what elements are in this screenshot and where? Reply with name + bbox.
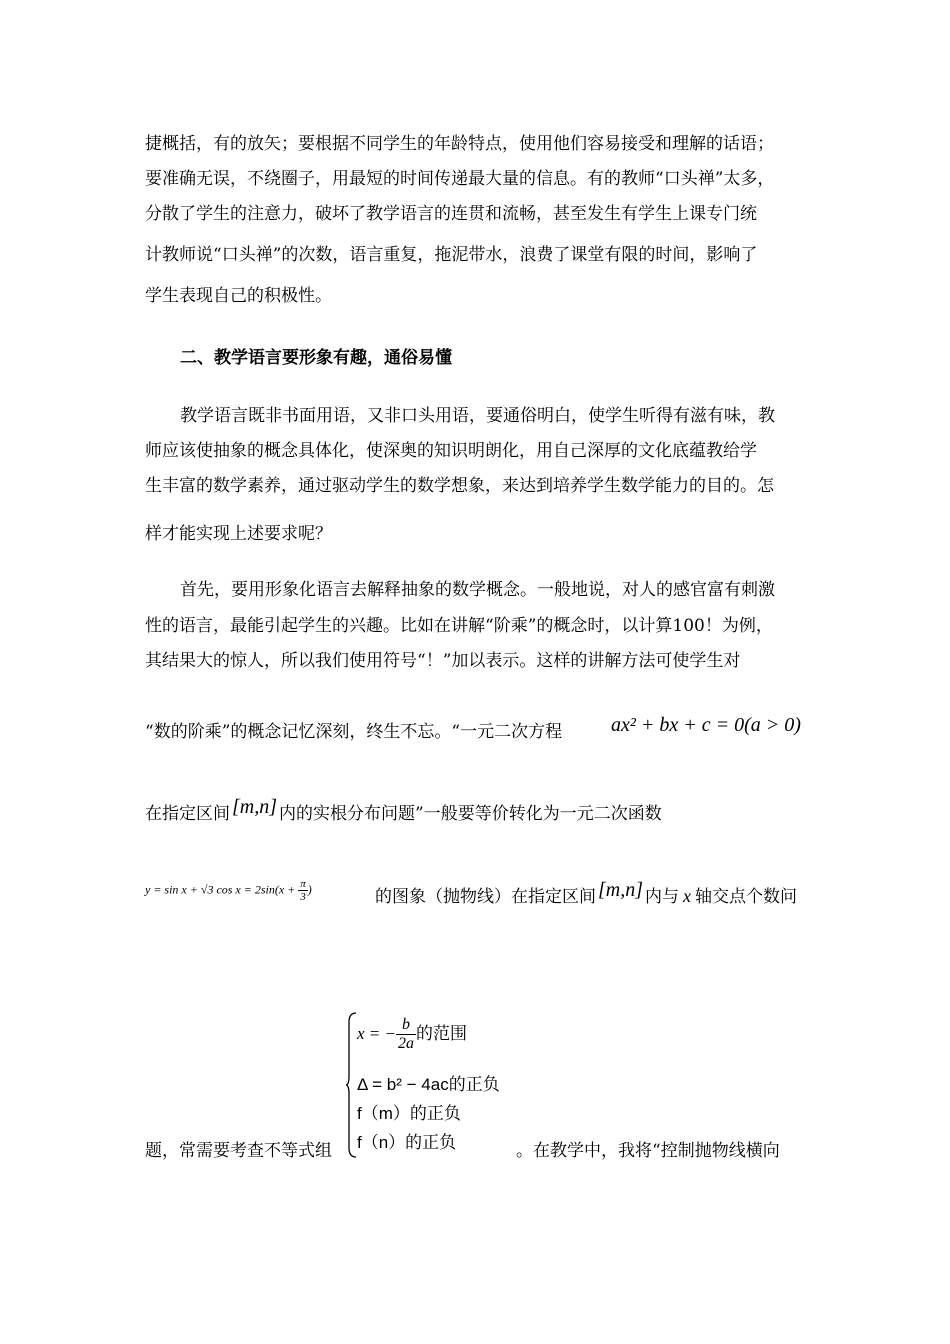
paragraph-line-with-formula (375, 879, 815, 909)
paragraph-line: 师应该使抽象的概念具体化，使深奥的知识明朗化，用自己深厚的文化底蕴教给学 (145, 441, 757, 461)
paragraph-line: 分散了学生的注意力，破坏了教学语言的连贯和流畅，甚至发生有学生上课专门统 (145, 204, 757, 224)
section-heading: 二、教学语言要形象有趣，通俗易懂 (180, 348, 452, 368)
function-formula-part: y = sin x + √3 cos x = 2sin(x + (145, 882, 299, 897)
paragraph-line: 其结果大的惊人，所以我们使用符号“！”加以表示。这样的讲解方法可使学生对 (145, 651, 741, 671)
system-row-text: 的范围 (416, 1023, 467, 1043)
fraction (298, 878, 308, 903)
paragraph-line: 生丰富的数学素养，通过驱动学生的数学想象，来达到培养学生数学能力的目的。怎 (145, 476, 774, 496)
variable-x: x (683, 886, 692, 906)
inequality-system (345, 1010, 515, 1160)
paragraph-line: 样才能实现上述要求呢？ (145, 524, 332, 544)
paragraph-text: 题，常需要考查不等式组 (145, 1141, 332, 1161)
function-formula-part: ) (307, 882, 312, 897)
paragraph-text: 内的实根分布问题”一般要等价转化为一元二次函数 (279, 804, 662, 824)
paragraph-line: 首先，要用形象化语言去解释抽象的数学概念。一般地说，对人的感官富有刺激 (180, 580, 775, 600)
system-row: f（n）的正负 (357, 1133, 457, 1152)
quadratic-equation-formula: ax² + bx + c = 0(a > 0) (611, 714, 801, 736)
paragraph-text: 在指定区间 (145, 804, 230, 824)
paragraph-line-with-formula (145, 796, 815, 826)
fraction-numerator: b (396, 1016, 416, 1035)
interval-formula: [m,n] (232, 796, 278, 818)
function-formula (145, 878, 312, 903)
system-row: f（m）的正负 (357, 1104, 461, 1123)
paragraph-line: 捷概括，有的放矢；要根据不同学生的年龄特点，使用他们容易接受和理解的话语； (145, 134, 774, 154)
system-row: Δ = b² − 4ac的正负 (357, 1075, 500, 1094)
left-brace-icon (345, 1012, 357, 1158)
paragraph-line: 性的语言，最能引起学生的兴趣。比如在讲解“阶乘”的概念时，以计算100！为例， (145, 616, 773, 636)
paragraph-line: 计教师说“口头禅”的次数，语言重复，拖泥带水，浪费了课堂有限的时间，影响了 (145, 245, 758, 265)
paragraph-text: 内与 (645, 887, 680, 907)
fraction-numerator: π (300, 878, 306, 890)
system-row-formula: x = − (357, 1023, 396, 1043)
paragraph-line: 要准确无误，不绕圈子，用最短的时间传递最大量的信息。有的教师“口头禅”太多， (145, 169, 775, 189)
paragraph-text: 的图象（抛物线）在指定区间 (375, 887, 596, 907)
paragraph-text: “数的阶乘”的概念记忆深刻，终生不忘。“一元二次方程 (145, 722, 563, 742)
paragraph-text: 。在教学中，我将“控制抛物线横向 (516, 1141, 780, 1161)
paragraph-line: 教学语言既非书面用语，又非口头用语，要通俗明白，使学生听得有滋有味，教 (180, 406, 775, 426)
paragraph-text: 轴交点个数问 (695, 887, 798, 907)
fraction-denominator: 2a (398, 1035, 414, 1052)
interval-formula: [m,n] (598, 879, 644, 901)
fraction-denominator: 3 (300, 891, 306, 903)
system-row (357, 1016, 467, 1053)
paragraph-line: 学生表现自己的积极性。 (145, 286, 332, 306)
fraction (396, 1016, 416, 1053)
